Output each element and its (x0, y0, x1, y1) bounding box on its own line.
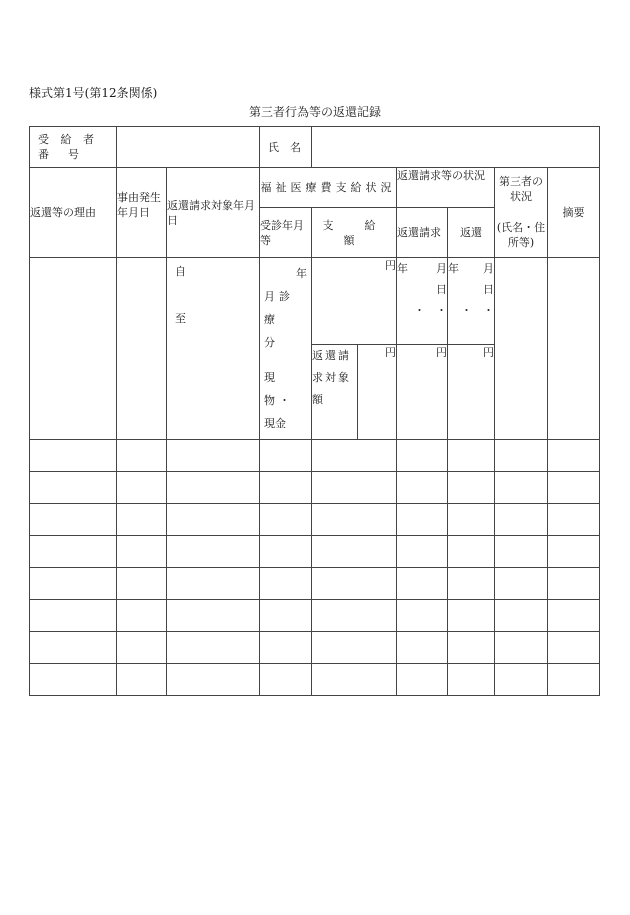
blank-record-cell (30, 664, 117, 696)
blank-record-cell (30, 440, 117, 472)
blank-record-cell (397, 536, 448, 568)
blank-record-cell (548, 504, 600, 536)
entry-claim-date-cell: 年 月 日 ・ ・ (397, 258, 448, 345)
blank-record-row (30, 440, 600, 472)
recipient-number-field (117, 127, 260, 168)
entry-visit-cell: 年 月診療 分 現物・ 現金 (260, 258, 312, 440)
blank-record-cell (397, 440, 448, 472)
refund-claim-header: 返還請求 (397, 208, 448, 258)
blank-record-cell (30, 568, 117, 600)
blank-record-cell (30, 600, 117, 632)
blank-record-cell (117, 664, 167, 696)
blank-record-cell (30, 504, 117, 536)
entry-reason-cell (30, 258, 117, 440)
blank-record-cell (312, 536, 397, 568)
occurrence-date-header: 事由発生年月日 (117, 168, 167, 258)
blank-record-cell (30, 472, 117, 504)
blank-record-row (30, 600, 600, 632)
blank-record-cell (30, 536, 117, 568)
blank-record-cell (260, 472, 312, 504)
blank-record-cell (117, 568, 167, 600)
entry-remarks-cell (548, 258, 600, 440)
blank-record-row (30, 632, 600, 664)
blank-record-cell (548, 632, 600, 664)
blank-record-cell (117, 600, 167, 632)
visit-month-header: 受診年月等 (260, 208, 312, 258)
blank-record-cell (117, 632, 167, 664)
claim-period-header: 返還請求対象年月日 (167, 168, 260, 258)
reason-header: 返還等の理由 (30, 168, 117, 258)
blank-record-cell (448, 504, 495, 536)
blank-record-cell (312, 440, 397, 472)
blank-record-cell (495, 600, 548, 632)
blank-record-cell (167, 440, 260, 472)
blank-record-cell (548, 472, 600, 504)
entry-refund-claim-target-amount: 円 (358, 344, 397, 439)
blank-record-row (30, 536, 600, 568)
blank-record-cell (448, 600, 495, 632)
blank-record-cell (548, 568, 600, 600)
blank-record-cell (548, 600, 600, 632)
blank-record-cell (448, 568, 495, 600)
blank-record-cell (448, 472, 495, 504)
entry-claim-amount-cell: 円 (397, 344, 448, 439)
blank-record-cell (312, 568, 397, 600)
form-label: 様式第1号(第12条関係) (29, 86, 158, 100)
blank-record-cell (167, 600, 260, 632)
blank-record-cell (312, 632, 397, 664)
entry-paid-amount-cell: 円 (312, 258, 397, 345)
refund-status-header: 返還請求等の状況 (397, 168, 495, 208)
blank-record-cell (117, 472, 167, 504)
blank-record-cell (167, 632, 260, 664)
blank-record-cell (167, 664, 260, 696)
blank-record-cell (117, 440, 167, 472)
column-header-row (30, 168, 600, 208)
entry-third-party-cell (495, 258, 548, 440)
blank-record-cell (167, 568, 260, 600)
blank-record-cell (312, 472, 397, 504)
entry-refund-amount-cell: 円 (448, 344, 495, 439)
blank-record-cell (30, 632, 117, 664)
name-field (312, 127, 600, 168)
blank-record-cell (495, 440, 548, 472)
recipient-number-label: 受 給 者 番 号 (30, 127, 117, 168)
blank-record-cell (397, 600, 448, 632)
blank-record-cell (495, 472, 548, 504)
third-party-header: 第三者の状況 (氏名・住所等) (495, 168, 548, 258)
blank-record-cell (548, 440, 600, 472)
blank-record-cell (167, 504, 260, 536)
blank-record-cell (397, 504, 448, 536)
entry-occurrence-cell (117, 258, 167, 440)
blank-record-cell (495, 504, 548, 536)
blank-record-cell (260, 664, 312, 696)
document-title: 第三者行為等の返還記録 (248, 105, 381, 119)
blank-record-cell (167, 536, 260, 568)
refund-header: 返還 (448, 208, 495, 258)
blank-record-cell (495, 536, 548, 568)
blank-record-cell (548, 536, 600, 568)
blank-record-cell (448, 664, 495, 696)
blank-record-row (30, 504, 600, 536)
entry-refund-claim-target-label: 返還請求対象額 (312, 344, 358, 439)
blank-record-cell (117, 504, 167, 536)
entry-refund-date-cell: 年 月 日 ・ ・ (448, 258, 495, 345)
recipient-header-row (30, 127, 600, 168)
blank-record-cell (260, 440, 312, 472)
blank-record-cell (448, 536, 495, 568)
blank-record-cell (312, 664, 397, 696)
blank-record-cell (397, 632, 448, 664)
blank-record-cell (448, 632, 495, 664)
blank-record-cell (397, 664, 448, 696)
name-label: 氏 名 (260, 127, 312, 168)
return-record-table (29, 126, 600, 696)
blank-record-cell (117, 536, 167, 568)
blank-record-cell (167, 472, 260, 504)
blank-record-cell (260, 600, 312, 632)
blank-record-row (30, 568, 600, 600)
entry-row-upper (30, 258, 600, 345)
blank-record-cell (312, 600, 397, 632)
blank-record-cell (548, 664, 600, 696)
remarks-header: 摘要 (548, 168, 600, 258)
blank-record-cell (260, 632, 312, 664)
blank-record-row (30, 472, 600, 504)
blank-record-cell (260, 504, 312, 536)
blank-record-cell (397, 568, 448, 600)
blank-record-cell (397, 472, 448, 504)
blank-record-cell (312, 504, 397, 536)
blank-record-cell (495, 664, 548, 696)
blank-record-cell (495, 568, 548, 600)
blank-record-cell (260, 536, 312, 568)
entry-period-cell: 自 至 (167, 258, 260, 440)
blank-record-cell (495, 632, 548, 664)
blank-record-cell (260, 568, 312, 600)
paid-amount-header: 支 給 額 (312, 208, 397, 258)
blank-record-cell (448, 440, 495, 472)
blank-record-row (30, 664, 600, 696)
welfare-status-header: 福祉医療費支給状況 (260, 168, 397, 208)
